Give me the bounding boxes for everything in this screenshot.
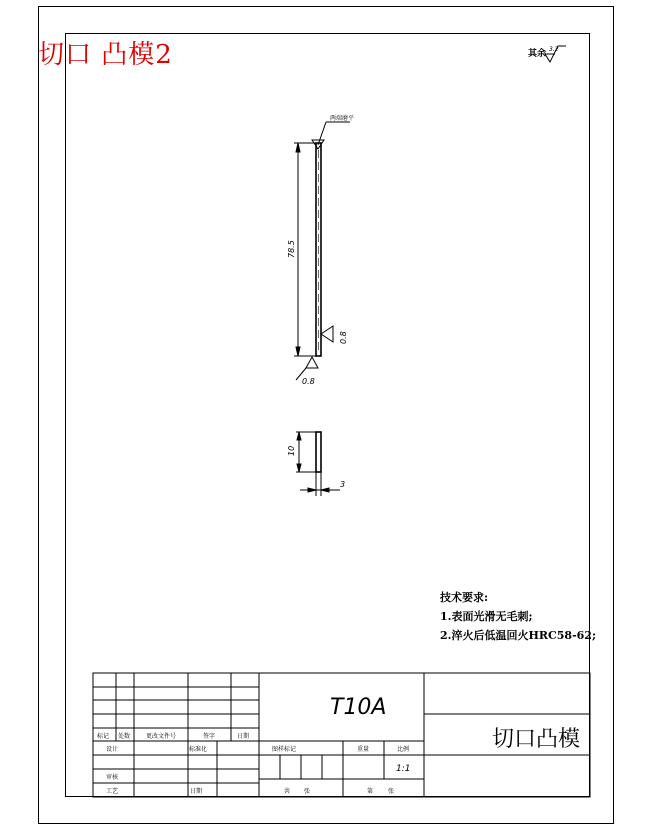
material-label: T10A bbox=[330, 695, 387, 720]
tb-sheet2: 张 bbox=[388, 788, 395, 795]
tb-weight: 重量 bbox=[357, 746, 370, 753]
scale-value: 1:1 bbox=[396, 764, 411, 774]
roughness-default-label: 其余 bbox=[528, 49, 547, 59]
tb-stage-mark: 图样标记 bbox=[272, 746, 297, 753]
tech-item-1: 1.表面光滑无毛刺; bbox=[440, 610, 533, 623]
tb-mark: 标记 bbox=[97, 733, 110, 740]
end-face-leader bbox=[312, 122, 350, 149]
tb-scale-label: 比例 bbox=[397, 746, 410, 753]
tb-date: 日期 bbox=[237, 733, 250, 740]
roughness-right-icon bbox=[321, 326, 333, 342]
tb-standardize: 标准化 bbox=[189, 746, 208, 753]
roughness-default-value: 3.2 bbox=[549, 46, 559, 53]
length-dimension: 78.5 bbox=[287, 240, 296, 258]
tb-process: 工艺 bbox=[106, 788, 119, 795]
tb-change-doc: 更改文件号 bbox=[146, 733, 177, 740]
tech-item-2: 2.淬火后低温回火HRC58-62; bbox=[440, 629, 597, 642]
end-face-note: 两端磨平 bbox=[330, 115, 355, 122]
thickness-dimension: 3 bbox=[340, 480, 346, 489]
side-view bbox=[296, 432, 340, 496]
tb-sheet: 张 bbox=[304, 788, 311, 795]
tb-page: 第 bbox=[367, 788, 374, 795]
tb-count: 处数 bbox=[118, 733, 131, 740]
tech-requirements bbox=[440, 588, 596, 645]
tb-date2: 日期 bbox=[190, 788, 203, 795]
main-view bbox=[294, 143, 321, 356]
part-name: 切口凸模 bbox=[492, 727, 581, 752]
tb-design: 设计 bbox=[106, 746, 119, 753]
tb-review: 审核 bbox=[106, 774, 119, 781]
tb-signature: 签字 bbox=[203, 733, 216, 740]
roughness-right-value: 0.8 bbox=[339, 331, 348, 344]
roughness-bottom-value: 0.8 bbox=[302, 377, 315, 386]
height-dimension: 10 bbox=[287, 445, 296, 456]
drawing-title: 切口 凸模2 bbox=[38, 40, 173, 70]
tb-total: 共 bbox=[284, 788, 291, 795]
tech-heading: 技术要求: bbox=[440, 591, 489, 604]
